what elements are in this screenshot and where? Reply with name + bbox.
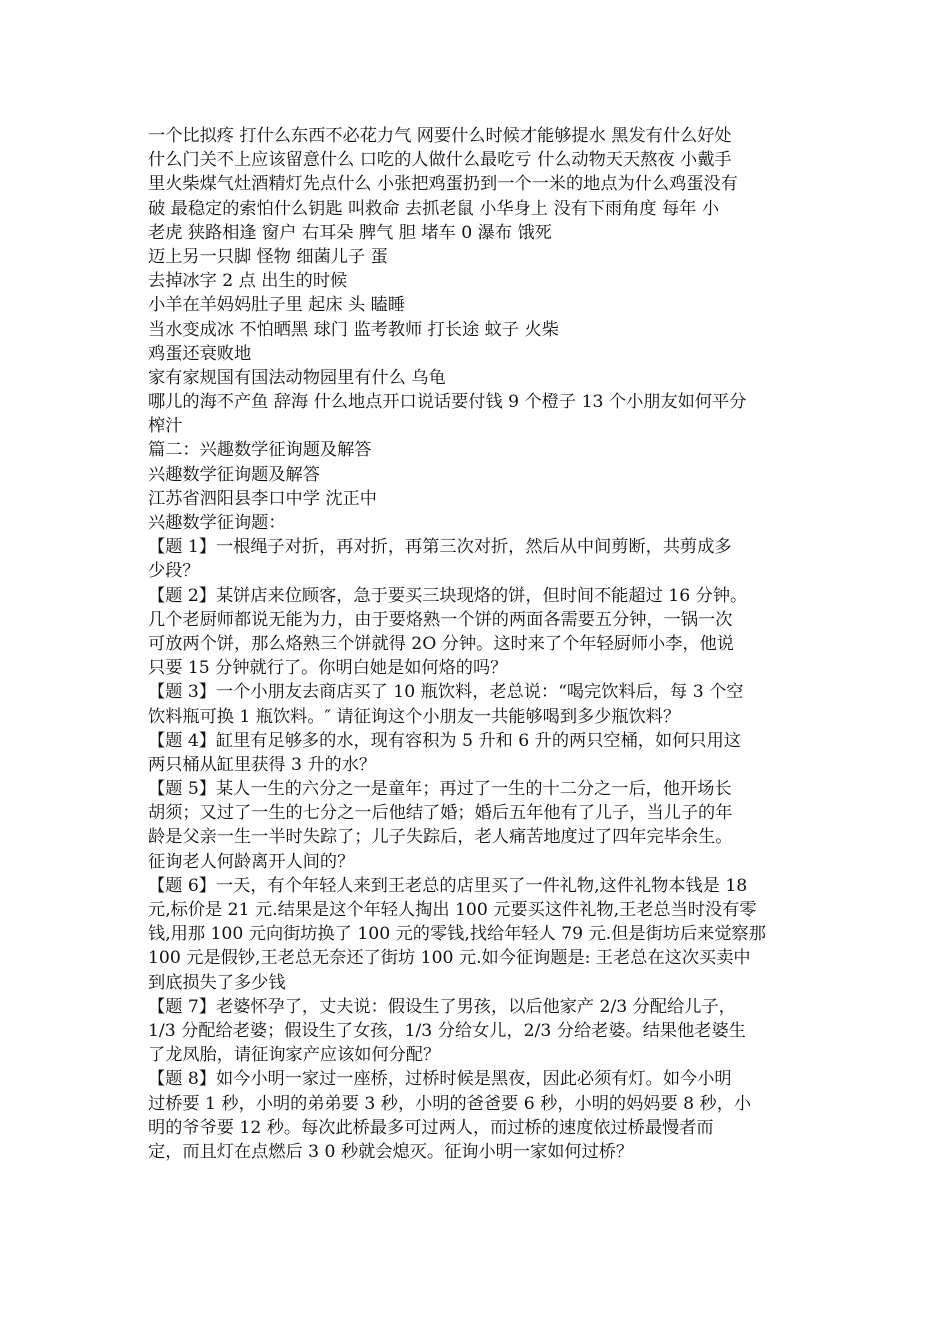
section-heading: 篇二：兴趣数学征询题及解答 bbox=[148, 440, 372, 461]
text-line: 榨汁 bbox=[148, 416, 183, 437]
article-title: 兴趣数学征询题及解答 bbox=[148, 464, 320, 485]
text-line: 饮料瓶可换 1 瓶饮料。″ 请征询这个小朋友一共能够喝到多少瓶饮料？ bbox=[148, 706, 681, 727]
text-line: 什么门关不上应该留意什么 口吃的人做什么最吃亏 什么动物天天熬夜 小戴手 bbox=[148, 150, 732, 171]
text-line: 定，而且灯在点燃后 3 0 秒就会熄灭。征询小明一家如何过桥？ bbox=[148, 1141, 634, 1162]
text-line: 去掉冰字 2 点 出生的时候 bbox=[148, 271, 348, 292]
text-line: 里火柴煤气灶酒精灯先点什么 小张把鸡蛋扔到一个一米的地点为什么鸡蛋没有 bbox=[148, 174, 738, 195]
text-line: 一个比拟疼 打什么东西不必花力气 网要什么时候才能够提水 黑发有什么好处 bbox=[148, 126, 732, 146]
text-line: 迈上另一只脚 怪物 细菌儿子 蛋 bbox=[148, 246, 388, 267]
text-line: 当水变成冰 不怕晒黑 球门 监考教师 打长途 蚊子 火柴 bbox=[148, 319, 559, 340]
text-line: 小羊在羊妈妈肚子里 起床 头 瞌睡 bbox=[148, 295, 406, 316]
text-line: 只要 15 分钟就行了。你明白她是如何烙的吗？ bbox=[148, 658, 508, 679]
subheading: 兴趣数学征询题： bbox=[148, 513, 286, 533]
text-line: 过桥要 1 秒，小明的弟弟要 3 秒，小明的爸爸要 6 秒，小明的妈妈要 8 秒，小 bbox=[148, 1093, 752, 1114]
text-line: 【题 1】一根绳子对折，再对折，再第三次对折，然后从中间剪断，共剪成多 bbox=[148, 537, 732, 558]
text-line: 龄是父亲一生一半时失踪了；儿子失踪后，老人痛苦地度过了四年完毕余生。 bbox=[148, 827, 733, 848]
text-line: 明的爷爷要 12 秒。每次此桥最多可过两人，而过桥的速度依过桥最慢者而 bbox=[148, 1117, 714, 1138]
text-line: 几个老厨师都说无能为力，由于要烙熟一个饼的两面各需要五分钟，一锅一次 bbox=[148, 609, 733, 630]
text-line: 征询老人何龄离开人间的？ bbox=[148, 851, 355, 872]
text-line: 【题 5】某人一生的六分之一是童年；再过了一生的十二分之一后，他开场长 bbox=[148, 779, 732, 800]
text-line: 鸡蛋还衰败地 bbox=[148, 343, 252, 364]
author-line: 江苏省泗阳县李口中学 沈正中 bbox=[148, 488, 377, 509]
text-line: 了龙凤胎，请征询家产应该如何分配？ bbox=[148, 1045, 441, 1066]
text-line: 【题 8】如今小明一家过一座桥，过桥时候是黑夜，因此必须有灯。如今小明 bbox=[148, 1069, 732, 1090]
text-line: 哪儿的海不产鱼 辞海 什么地点开口说话要付钱 9 个橙子 13 个小朋友如何平分 bbox=[148, 392, 747, 413]
text-line: 家有家规国有国法动物园里有什么 乌龟 bbox=[148, 367, 446, 388]
text-line: 【题 2】某饼店来位顾客，急于要买三块现烙的饼，但时间不能超过 16 分钟。 bbox=[148, 585, 748, 606]
text-line: 少段？ bbox=[148, 561, 200, 582]
text-line: 钱,用那 100 元向街坊换了 100 元的零钱,找给年轻人 79 元.但是街坊后来觉察那 bbox=[148, 924, 766, 945]
text-line: 【题 3】一个小朋友去商店买了 10 瓶饮料，老总说：“喝完饮料后，每 3 个空 bbox=[148, 682, 744, 703]
text-line: 元,标价是 21 元.结果是这个年轻人掏出 100 元要买这件礼物,王老总当时没有零 bbox=[148, 900, 757, 920]
text-line: 【题 6】一天，有个年轻人来到王老总的店里买了一件礼物,这件礼物本钱是 18 bbox=[148, 875, 748, 896]
text-line: 胡须；又过了一生的七分之一后他结了婚；婚后五年他有了儿子，当儿子的年 bbox=[148, 803, 733, 824]
text-line: 可放两个饼，那么烙熟三个饼就得 2O 分钟。这时来了个年轻厨师小李，他说 bbox=[148, 633, 734, 654]
text-line: 破 最稳定的索怕什么钥匙 叫救命 去抓老鼠 小华身上 没有下雨角度 每年 小 bbox=[148, 198, 720, 219]
text-line: 100 元是假钞,王老总无奈还了街坊 100 元.如今征询题是: 王老总在这次买卖中 bbox=[148, 948, 751, 969]
text-line: 【题 7】老婆怀孕了，丈夫说：假设生了男孩，以后他家产 2/3 分配给儿子， bbox=[148, 996, 736, 1017]
document-body bbox=[148, 124, 808, 1164]
text-line: 老虎 狭路相逢 窗户 右耳朵 脾气 胆 堵车 0 瀑布 饿死 bbox=[148, 222, 552, 243]
text-line: 到底损失了多少钱 bbox=[148, 972, 286, 993]
text-line: 1/3 分配给老婆；假设生了女孩，1/3 分给女儿，2/3 分给老婆。结果他老婆生 bbox=[148, 1020, 746, 1041]
text-line: 两只桶从缸里获得 3 升的水？ bbox=[148, 754, 377, 775]
text-line: 【题 4】缸里有足够多的水，现有容积为 5 升和 6 升的两只空桶，如何只用这 bbox=[148, 730, 741, 751]
